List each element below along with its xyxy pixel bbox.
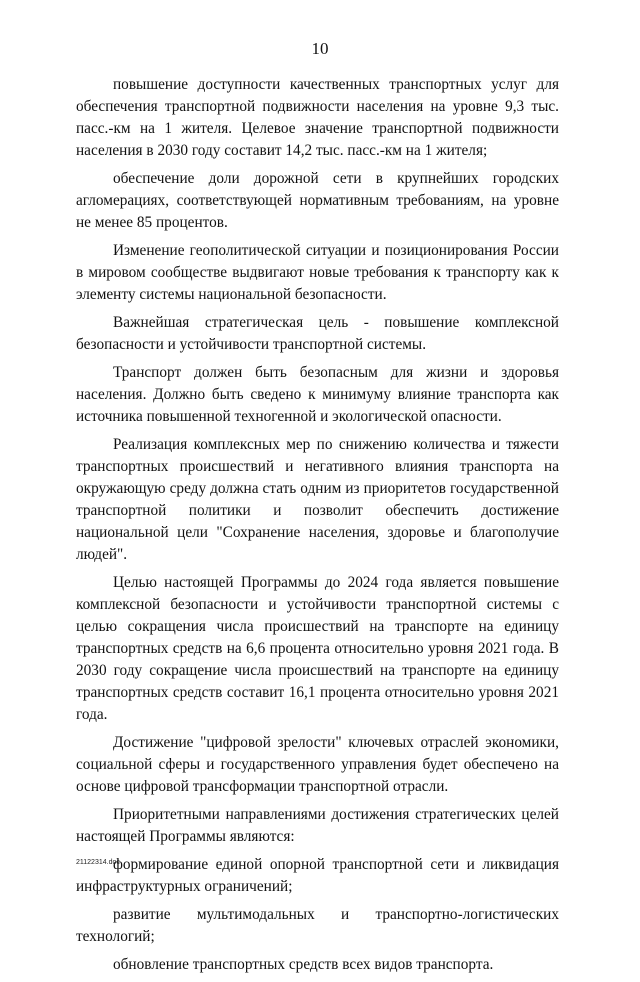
paragraph: развитие мультимодальных и транспортно-логистических технологий; bbox=[76, 906, 559, 945]
paragraph: Изменение геополитической ситуации и позиционирования России в мировом сообществе выдвигают новые требования к транспорту как к элементу системы национальной безопасности. bbox=[76, 242, 559, 303]
file-name-footer: 21122314.doc bbox=[76, 859, 120, 866]
paragraph: обновление транспортных средств всех видов транспорта. bbox=[113, 956, 494, 973]
document-body bbox=[76, 74, 559, 982]
paragraph: Приоритетными направлениями достижения стратегических целей настоящей Программы являются: bbox=[76, 806, 559, 845]
paragraph: Целью настоящей Программы до 2024 года является повышение комплексной безопасности и устойчивости транспортной системы с целью сокращения числа происшествий на транспорте на единицу транспортных средств на 6,6 процента относительно уровня 2021 года. В 2030 году сокращение числа происшествий на транспорте на единицу транспортных средств составит 16,1 процента относительно уровня 2021 года. bbox=[76, 574, 559, 723]
paragraph: Транспорт должен быть безопасным для жизни и здоровья населения. Должно быть сведено к минимуму влияние транспорта как источника повышенной техногенной и экологической опасности. bbox=[76, 364, 559, 425]
paragraph: Реализация комплексных мер по снижению количества и тяжести транспортных происшествий и негативного влияния транспорта на окружающую среду должна стать одним из приоритетов государственной транспортной политики и позволит обеспечить достижение национальной цели "Сохранение населения, здоровье и благополучие людей". bbox=[76, 436, 559, 563]
paragraph: Достижение "цифровой зрелости" ключевых отраслей экономики, социальной сферы и государственного управления будет обеспечено на основе цифровой трансформации транспортной отрасли. bbox=[76, 734, 559, 795]
paragraph: формирование единой опорной транспортной сети и ликвидация инфраструктурных ограничений; bbox=[76, 856, 559, 895]
paragraph: Важнейшая стратегическая цель - повышение комплексной безопасности и устойчивости транспортной системы. bbox=[76, 314, 559, 353]
paragraph: повышение доступности качественных транспортных услуг для обеспечения транспортной подвижности населения на уровне 9,3 тыс. пасс.-км на 1 жителя. Целевое значение транспортной подвижности населения в 2030 году составит 14,2 тыс. пасс.-км на 1 жителя; bbox=[76, 76, 559, 159]
paragraph: обеспечение доли дорожной сети в крупнейших городских агломерациях, соответствующей нормативным требованиям, на уровне не менее 85 процентов. bbox=[76, 170, 559, 231]
page-number: 10 bbox=[311, 39, 329, 58]
